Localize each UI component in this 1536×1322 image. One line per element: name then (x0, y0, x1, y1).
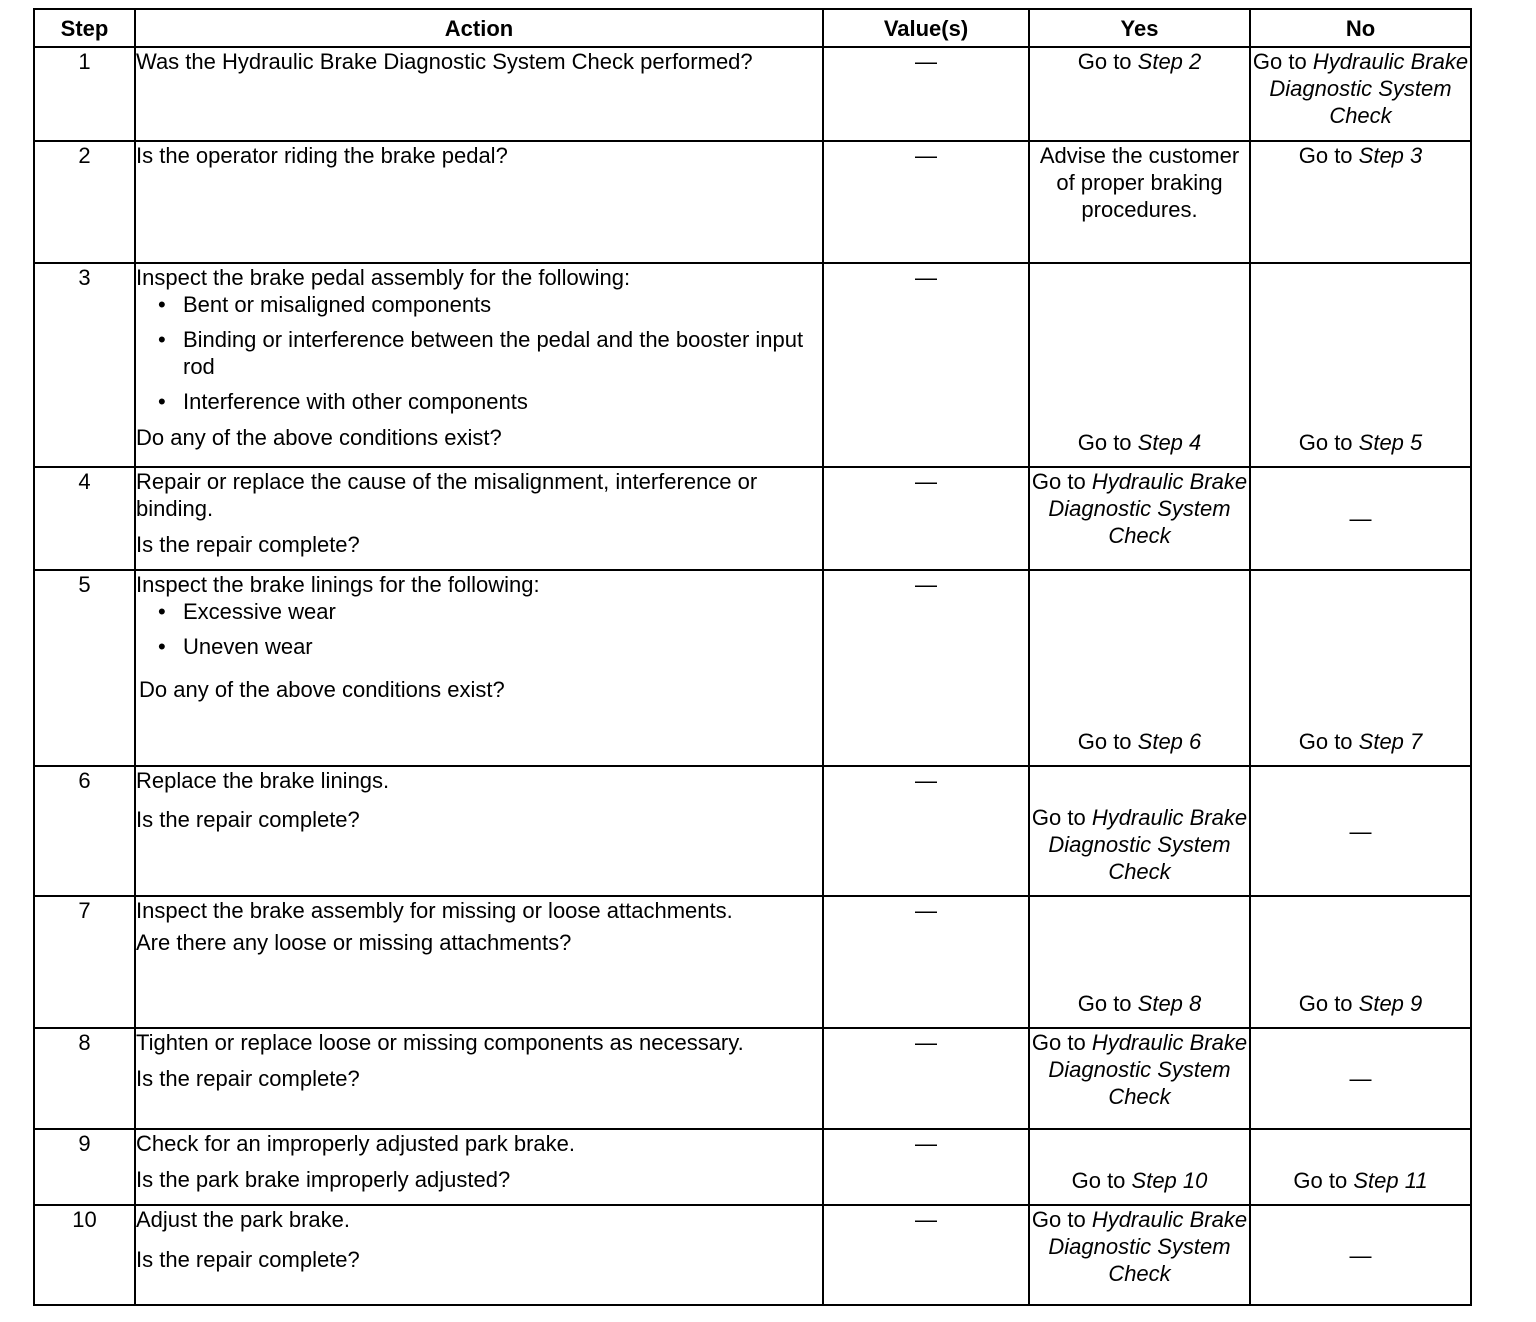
action-text: Repair or replace the cause of the misalignment, interference or binding. (136, 469, 758, 521)
table-row (34, 47, 1471, 141)
action-cell (135, 47, 823, 141)
table-row (34, 141, 1471, 263)
action-cell (135, 263, 823, 467)
yes-link[interactable]: Hydraulic Brake Diagnostic System Check (1048, 1030, 1248, 1109)
action-cell (135, 570, 823, 766)
no-prefix: Go to (1298, 143, 1359, 168)
yes-prefix: Go to (1071, 1168, 1132, 1193)
no-link[interactable]: Step 11 (1353, 1168, 1428, 1193)
no-link[interactable]: Step 7 (1358, 729, 1423, 754)
step-number: 2 (34, 141, 135, 263)
no-cell (1250, 47, 1471, 141)
action-cell (135, 1129, 823, 1205)
yes-link[interactable]: Hydraulic Brake Diagnostic System Check (1048, 1207, 1248, 1286)
step-number: 4 (34, 467, 135, 570)
yes-cell (1029, 896, 1250, 1028)
header-no: No (1250, 9, 1471, 47)
yes-text: Advise the customer of proper braking procedures. (1039, 143, 1240, 222)
no-text: — (1349, 818, 1372, 844)
no-text: — (1349, 1242, 1372, 1268)
no-link[interactable]: Step 5 (1358, 430, 1423, 455)
action-text: Check for an improperly adjusted park brake. (136, 1131, 575, 1156)
header-step: Step (34, 9, 135, 47)
table-row (34, 1028, 1471, 1129)
action-cell (135, 1205, 823, 1305)
yes-cell (1029, 1205, 1250, 1305)
yes-prefix: Go to (1077, 991, 1138, 1016)
action-intro: Inspect the brake linings for the following: (136, 572, 540, 597)
yes-prefix: Go to (1031, 469, 1092, 494)
action-question: Is the repair complete? (136, 1247, 360, 1272)
action-text: Tighten or replace loose or missing components as necessary. (136, 1030, 744, 1055)
value-cell: — (823, 766, 1029, 896)
step-number: 5 (34, 570, 135, 766)
action-cell (135, 766, 823, 896)
yes-prefix: Go to (1031, 1030, 1092, 1055)
value-cell: — (823, 1129, 1029, 1205)
value-cell: — (823, 896, 1029, 1028)
diagnostic-table-page (33, 8, 1470, 1308)
table-row (34, 263, 1471, 467)
action-question: Is the repair complete? (136, 532, 360, 557)
diagnostic-table (33, 8, 1472, 1306)
yes-link[interactable]: Step 4 (1137, 430, 1202, 455)
list-item: • Bent or misaligned components (158, 291, 822, 318)
step-number: 3 (34, 263, 135, 467)
header-row (34, 9, 1471, 47)
table-row (34, 467, 1471, 570)
no-link[interactable]: Step 3 (1358, 143, 1423, 168)
step-number: 1 (34, 47, 135, 141)
action-text: Adjust the park brake. (136, 1207, 351, 1232)
no-link[interactable]: Hydraulic Brake Diagnostic System Check (1269, 49, 1469, 128)
action-question: Are there any loose or missing attachments? (136, 930, 572, 955)
action-question: Is the repair complete? (136, 1066, 360, 1091)
no-cell (1250, 467, 1471, 570)
yes-link[interactable]: Step 2 (1137, 49, 1202, 74)
table-row (34, 1205, 1471, 1305)
yes-cell (1029, 1129, 1250, 1205)
no-prefix: Go to (1252, 49, 1313, 74)
action-text: Inspect the brake assembly for missing or loose attachments. (136, 898, 733, 923)
table-row (34, 570, 1471, 766)
step-number: 9 (34, 1129, 135, 1205)
yes-cell (1029, 141, 1250, 263)
yes-prefix: Go to (1031, 805, 1092, 830)
no-cell (1250, 766, 1471, 896)
header-yes: Yes (1029, 9, 1250, 47)
value-cell: — (823, 263, 1029, 467)
action-cell (135, 1028, 823, 1129)
list-item: • Excessive wear (158, 598, 822, 625)
no-cell (1250, 1205, 1471, 1305)
no-cell (1250, 141, 1471, 263)
yes-link[interactable]: Step 10 (1131, 1168, 1208, 1193)
yes-cell (1029, 570, 1250, 766)
value-cell: — (823, 47, 1029, 141)
action-cell (135, 896, 823, 1028)
header-action: Action (135, 9, 823, 47)
step-number: 8 (34, 1028, 135, 1129)
action-text: Is the operator riding the brake pedal? (136, 143, 508, 168)
table-row (34, 1129, 1471, 1205)
no-cell (1250, 1129, 1471, 1205)
yes-cell (1029, 263, 1250, 467)
action-intro: Inspect the brake pedal assembly for the following: (136, 265, 631, 290)
condition-list (136, 598, 822, 660)
yes-prefix: Go to (1077, 729, 1138, 754)
action-question: Is the repair complete? (136, 807, 360, 832)
no-prefix: Go to (1298, 430, 1359, 455)
no-cell (1250, 1028, 1471, 1129)
yes-prefix: Go to (1031, 1207, 1092, 1232)
list-item: • Binding or interference between the pedal and the booster input rod (158, 326, 822, 380)
condition-list (136, 291, 822, 415)
action-question: Is the park brake improperly adjusted? (136, 1167, 511, 1192)
action-cell (135, 467, 823, 570)
value-cell: — (823, 1205, 1029, 1305)
step-number: 7 (34, 896, 135, 1028)
yes-cell (1029, 47, 1250, 141)
yes-prefix: Go to (1077, 430, 1138, 455)
no-cell (1250, 263, 1471, 467)
no-text: — (1349, 506, 1372, 531)
no-text: — (1349, 1066, 1372, 1091)
yes-prefix: Go to (1077, 49, 1138, 74)
step-number: 10 (34, 1205, 135, 1305)
value-cell: — (823, 141, 1029, 263)
yes-cell (1029, 1028, 1250, 1129)
yes-link[interactable]: Step 6 (1137, 729, 1202, 754)
value-cell: — (823, 570, 1029, 766)
no-link[interactable]: Step 9 (1358, 991, 1423, 1016)
no-prefix: Go to (1298, 729, 1359, 754)
yes-cell (1029, 766, 1250, 896)
yes-link[interactable]: Hydraulic Brake Diagnostic System Check (1048, 805, 1248, 884)
table-row (34, 766, 1471, 896)
no-cell (1250, 570, 1471, 766)
table-row (34, 896, 1471, 1028)
list-item: • Uneven wear (158, 633, 822, 660)
action-question: Do any of the above conditions exist? (136, 425, 502, 450)
action-text: Replace the brake linings. (136, 768, 390, 793)
action-question: Do any of the above conditions exist? (139, 677, 505, 702)
step-number: 6 (34, 766, 135, 896)
list-item: • Interference with other components (158, 388, 822, 415)
header-values: Value(s) (823, 9, 1029, 47)
value-cell: — (823, 467, 1029, 570)
yes-link[interactable]: Hydraulic Brake Diagnostic System Check (1048, 469, 1248, 548)
action-text: Was the Hydraulic Brake Diagnostic System Check performed? (136, 49, 753, 74)
no-cell (1250, 896, 1471, 1028)
yes-cell (1029, 467, 1250, 570)
value-cell: — (823, 1028, 1029, 1129)
action-cell (135, 141, 823, 263)
no-prefix: Go to (1298, 991, 1359, 1016)
yes-link[interactable]: Step 8 (1137, 991, 1202, 1016)
no-prefix: Go to (1293, 1168, 1354, 1193)
